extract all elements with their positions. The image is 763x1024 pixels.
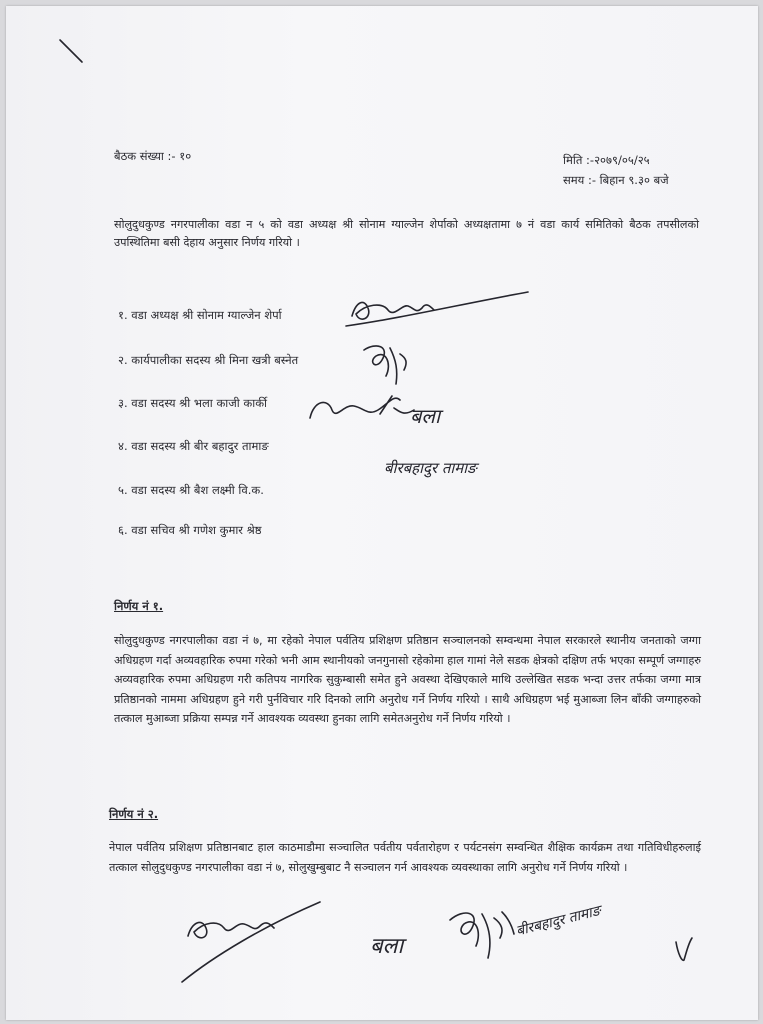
document-page [6, 6, 758, 1020]
decision-1-heading: निर्णय नं १. [114, 599, 164, 613]
attendee-5: ५. वडा सदस्य श्री बैश लक्ष्मी वि.क. [118, 483, 264, 497]
decision-2-text: नेपाल पर्वतिय प्रशिक्षण प्रतिष्ठानबाट हाल काठमाडौमा सञ्चालित पर्वतीय पर्वतारोहण र पर्यटनसंग सम्वन्धित शैक्षिक कार्यक्रम तथा गतिविधीहरुलाई तत्काल सोलुदुधकुण्ड नगरपालीका वडा नं ७, सोलुखुम्बुबाट नै सञ्चालन गर्न आवश्यक व्यवस्थाका लागि अनुरोध गर्ने निर्णय गरियो । [109, 841, 701, 874]
signature-4-text: बीरबहादुर तामाङ [384, 459, 477, 477]
attendee-6: ६. वडा सचिव श्री गणेश कुमार श्रेष्ठ [118, 523, 262, 537]
pen-mark [58, 36, 88, 66]
signature-3-text: बला [410, 404, 441, 428]
meeting-time: समय :- बिहान ९.३० बजे [563, 173, 669, 187]
bottom-signature-4-text: बीरबहादुर तामाङ [514, 903, 603, 940]
decision-2-heading: निर्णय नं २. [109, 807, 159, 821]
bottom-signature-2-text: बला [370, 934, 404, 959]
attendee-3: ३. वडा सदस्य श्री भला काजी कार्की [118, 396, 268, 410]
bottom-signature-3 [442, 904, 522, 964]
intro-paragraph: सोलुदुधकुण्ड नगरपालीका वडा न ५ को वडा अध्यक्ष श्री सोनाम ग्याल्जेन शेर्पाको अध्यक्षतामा ७ नं वडा कार्य समितिको बैठक तपसीलको उपस्थितिमा बसी देहाय अनुसार निर्णय गरियो । [114, 218, 699, 249]
meeting-number: बैठक संख्या :- १० [114, 149, 192, 163]
signature-1 [342, 284, 532, 334]
decision-1-text: सोलुदुधकुण्ड नगरपालीका वडा नं ७, मा रहेको नेपाल पर्वतिय प्रशिक्षण प्रतिष्ठान सञ्चालनको सम्वन्धमा नेपाल सरकारले स्थानीय जनताको जग्गा अधिग्रहण गर्दा अव्यवहारिक रुपमा गरेको भनी आम स्थानीयको जनगुनासो रहेकोमा हाल गामां नेले सडक क्षेत्रको दक्षिण तर्फ भएका सम्पूर्ण जग्गाहरु अव्यवहारिक रुपमा अधिग्रहण गरी कतिपय नागरिक सुकुम्बासी समेत हुने अवस्था देखिएकाले माथि उल्लेखित सडक भन्दा उत्तर तर्फका जग्गा मात्र प्रतिष्ठानको नाममा अधिग्रहण हुने गरी पुर्नविचार गरि दिनको लागि अनुरोध गर्ने निर्णय गरियो । साथै अधिग्रहण भई मुआब्जा लिन बाँकी जग्गाहरुको तत्काल मुआब्जा प्रक्रिया सम्पन्न गर्ने आवश्यक व्यवस्था हुनका लागि समेतअनुरोध गर्ने निर्णय गरियो । [114, 634, 701, 725]
attendee-2: २. कार्यपालीका सदस्य श्री मिना खत्री बस्नेत [118, 353, 299, 367]
attendee-4: ४. वडा सदस्य श्री बीर बहादुर तामाङ [118, 439, 269, 453]
tick-mark [674, 936, 694, 966]
meeting-date: मिति :-२०७९/०५/२५ [563, 153, 650, 167]
signature-2 [356, 340, 416, 390]
attendee-1: १. वडा अध्यक्ष श्री सोनाम ग्याल्जेन शेर्पा [118, 308, 282, 322]
signature-3 [304, 390, 424, 430]
bottom-signature-1 [174, 896, 324, 986]
